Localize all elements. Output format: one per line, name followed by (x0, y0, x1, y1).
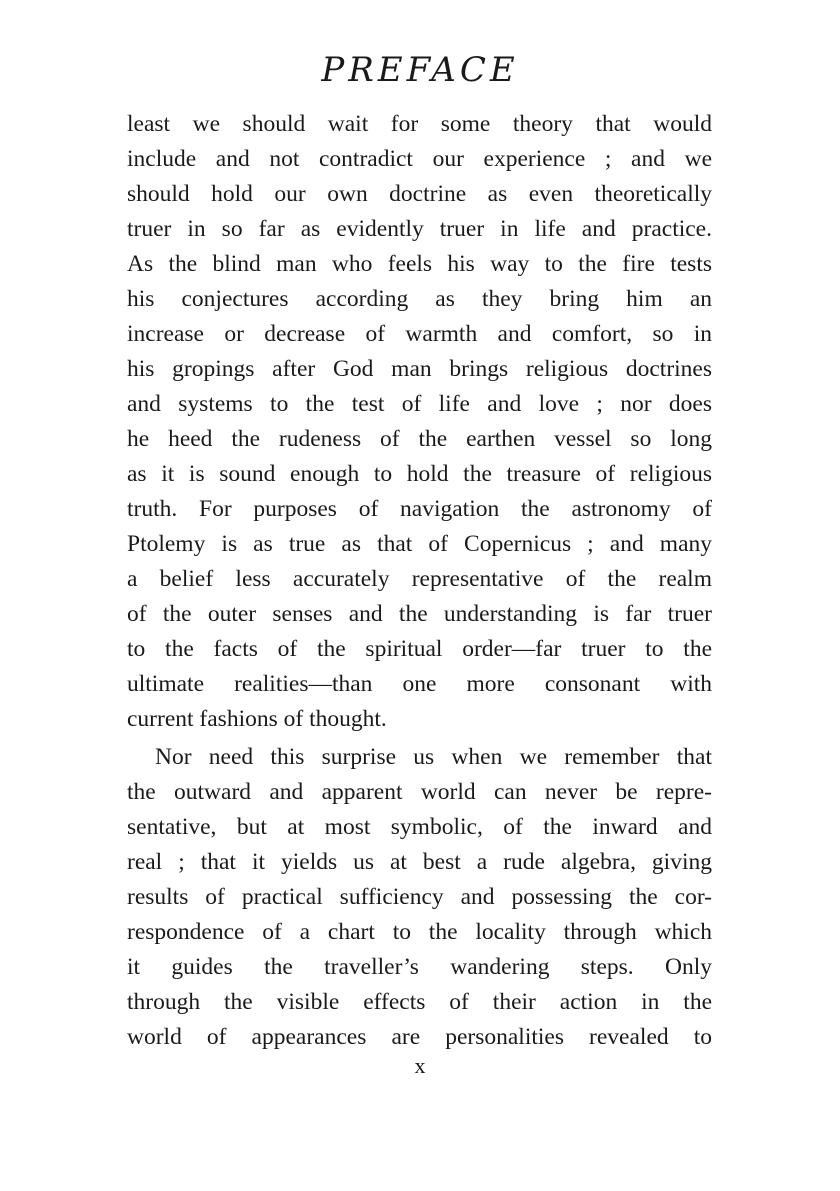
text-line: include and not contradict our experience ; and we (127, 146, 712, 172)
text-line: world of appearances are personalities revealed to (127, 1024, 712, 1050)
text-line: truth. For purposes of navigation the astronomy of (127, 496, 712, 522)
text-line: current fashions of thought. (127, 706, 387, 732)
text-line: his conjectures according as they bring him an (127, 286, 712, 312)
text-line: results of practical sufficiency and possessing the cor- (127, 884, 712, 910)
page-number: x (414, 1053, 426, 1078)
text-line: he heed the rudeness of the earthen vessel so long (127, 426, 712, 452)
paragraph-2 (127, 740, 712, 1055)
running-header: PREFACE (321, 50, 519, 90)
text-line: a belief less accurately representative of the realm (127, 566, 712, 592)
text-line: Nor need this surprise us when we remember that (155, 744, 712, 770)
text-line: should hold our own doctrine as even theoretically (127, 181, 712, 207)
text-line: to the facts of the spiritual order—far truer to the (127, 636, 712, 662)
text-line: of the outer senses and the understanding is far truer (127, 601, 712, 627)
text-line: and systems to the test of life and love ; nor does (127, 391, 712, 417)
text-line: his gropings after God man brings religious doctrines (127, 356, 712, 382)
text-line: Ptolemy is as true as that of Copernicus ; and many (127, 531, 712, 557)
paragraph-1 (127, 107, 712, 737)
text-line: ultimate realities—than one more consonant with (127, 671, 712, 697)
text-line: real ; that it yields us at best a rude algebra, giving (127, 849, 712, 875)
text-line: as it is sound enough to hold the treasure of religious (127, 461, 712, 487)
text-line: increase or decrease of warmth and comfort, so in (127, 321, 712, 347)
text-line: the outward and apparent world can never be repre- (127, 779, 712, 805)
text-line: least we should wait for some theory that would (127, 111, 712, 137)
text-line: As the blind man who feels his way to the fire tests (127, 251, 712, 277)
text-line: through the visible effects of their action in the (127, 989, 712, 1015)
text-line: respondence of a chart to the locality through which (127, 919, 712, 945)
text-line: sentative, but at most symbolic, of the inward and (127, 814, 712, 840)
text-line: it guides the traveller’s wandering steps. Only (127, 954, 712, 980)
text-line: truer in so far as evidently truer in life and practice. (127, 216, 712, 242)
